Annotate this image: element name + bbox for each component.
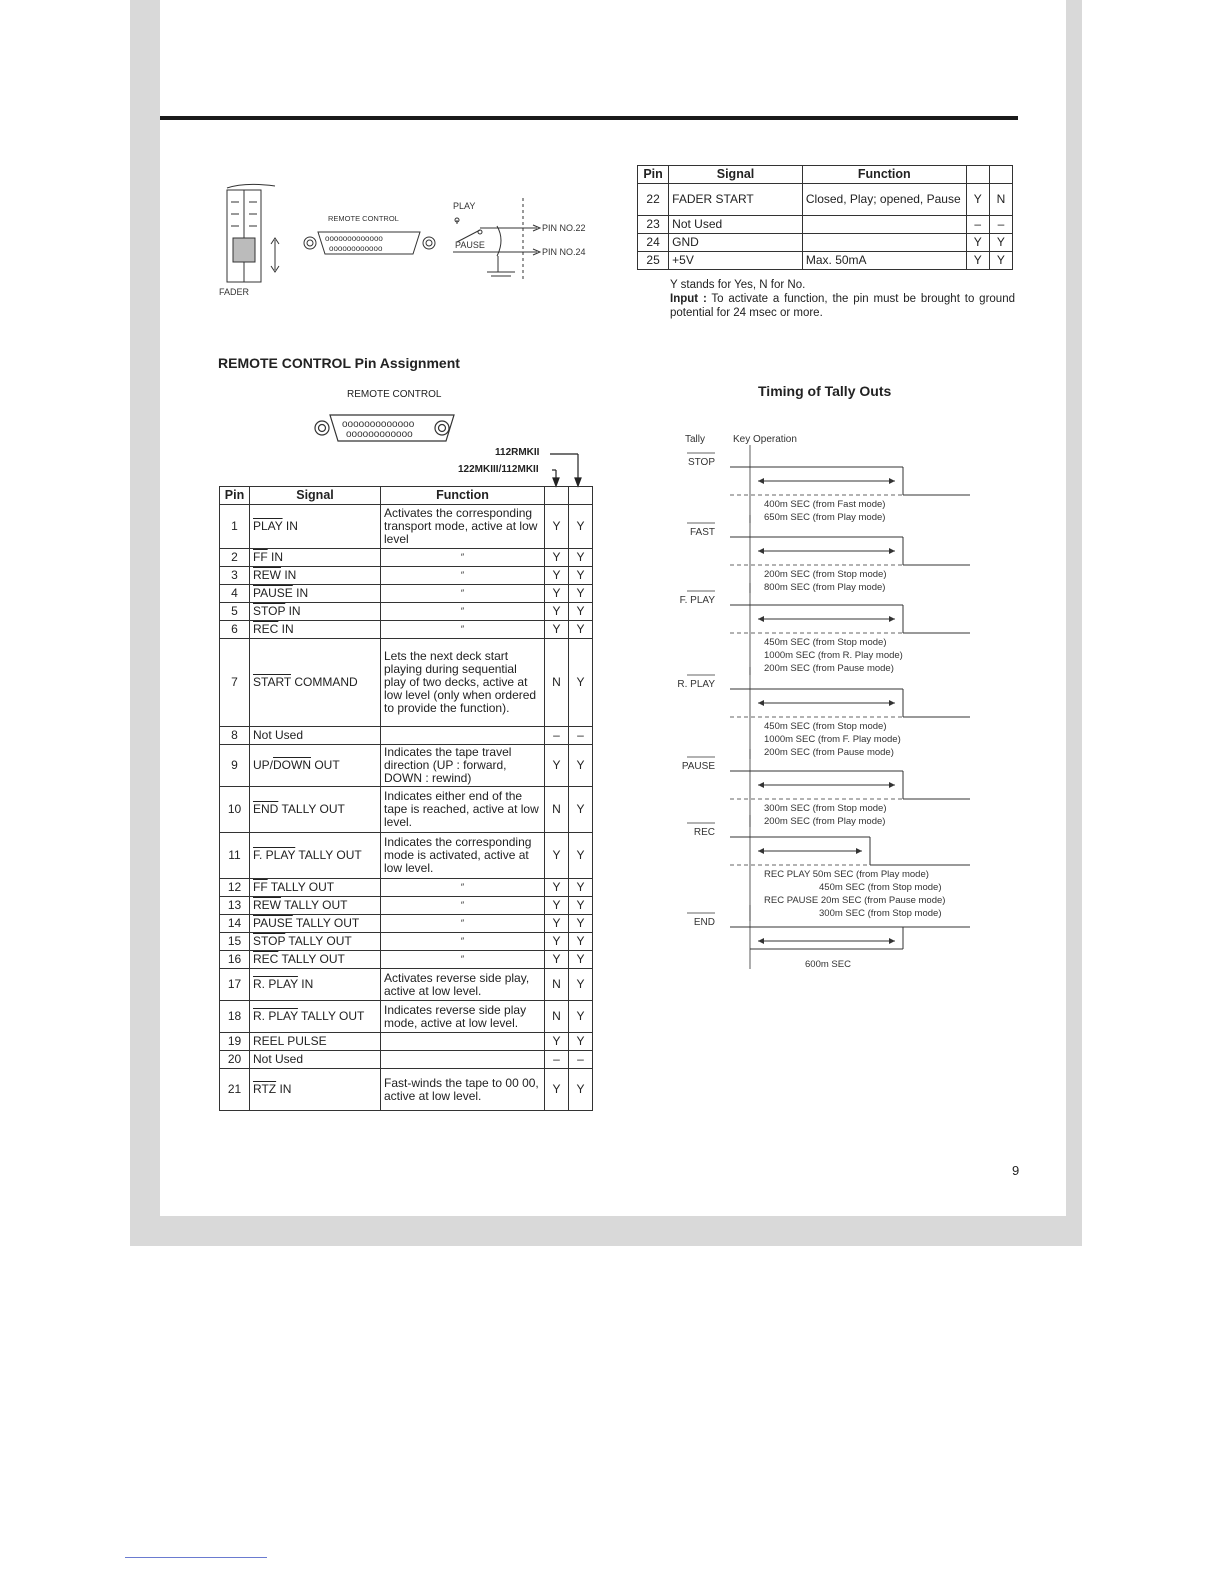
pin-number: 24 (638, 234, 669, 252)
availability-112rmkii: Y (569, 933, 593, 951)
pin-number: 17 (220, 969, 250, 1001)
svg-text:oooooooooooo: oooooooooooo (329, 244, 383, 253)
timing-diagram (660, 425, 980, 995)
table-row (220, 1033, 593, 1051)
availability-112rmkii: Y (989, 234, 1012, 252)
signal-name (250, 915, 381, 933)
availability-122mkiii: Y (545, 585, 569, 603)
availability-122mkiii: N (545, 969, 569, 1001)
availability-122mkiii: Y (545, 567, 569, 585)
signal-name (250, 833, 381, 879)
input-note-text: To activate a function, the pin must be brought to ground potential for 24 msec or more. (670, 293, 1015, 319)
scan-border-bottom (130, 1216, 1082, 1246)
function-description (381, 727, 545, 745)
signal-active-low: $\overline{FF}$ (253, 880, 268, 894)
availability-122mkiii: Y (545, 915, 569, 933)
availability-112rmkii: – (569, 1051, 593, 1069)
signal-name: +5V (669, 252, 803, 270)
signal-active-low: STOP (253, 934, 286, 948)
svg-text:oooooooooooo: oooooooooooo (346, 429, 413, 440)
availability-112rmkii: Y (569, 951, 593, 969)
pin-number: 22 (638, 184, 669, 216)
function-description: ″ (381, 933, 545, 951)
pin-number: 14 (220, 915, 250, 933)
pin24-label: PIN NO.24 (542, 247, 586, 257)
timing-col-tally: Tally (685, 434, 706, 445)
availability-112rmkii: Y (569, 1069, 593, 1111)
signal-suffix: COMMAND (291, 675, 358, 689)
timing-value: 300m SEC (from Stop mode) (764, 803, 887, 814)
availability-112rmkii: – (989, 216, 1012, 234)
signal-name (250, 897, 381, 915)
signal-name (250, 933, 381, 951)
timing-value: 450m SEC (from Stop mode) (764, 637, 887, 648)
availability-122mkiii: Y (966, 234, 989, 252)
availability-122mkiii: Y (545, 549, 569, 567)
availability-122mkiii: – (545, 1051, 569, 1069)
header-signal: Signal (250, 487, 381, 505)
signal-name (250, 745, 381, 787)
function-description (802, 234, 966, 252)
table-row (220, 639, 593, 727)
timing-value: 450m SEC (from Stop mode) (819, 882, 942, 893)
header-signal: Signal (669, 166, 803, 184)
timing-value: 600m SEC (805, 959, 851, 970)
signal-suffix: IN (278, 622, 294, 636)
timing-value: 200m SEC (from Stop mode) (764, 569, 887, 580)
header-pin: Pin (220, 487, 250, 505)
availability-122mkiii: Y (545, 833, 569, 879)
model-label-112rmkii: 112RMKII (495, 447, 540, 458)
availability-112rmkii: Y (569, 1001, 593, 1033)
scan-border-left (130, 0, 160, 1245)
pin-number: 12 (220, 879, 250, 897)
pin-assignment-table (219, 486, 593, 1111)
table-row (638, 252, 1013, 270)
table-row (220, 567, 593, 585)
timing-value: 300m SEC (from Stop mode) (819, 908, 942, 919)
timing-value: 400m SEC (from Fast mode) (764, 499, 886, 510)
signal-active-low: R. PLAY (253, 1009, 298, 1023)
arrow-head-left (758, 478, 764, 484)
pin-number: 23 (638, 216, 669, 234)
signal-active-low: PAUSE (253, 586, 293, 600)
pin-number: 7 (220, 639, 250, 727)
availability-122mkiii: Y (545, 505, 569, 549)
signal-suffix: TALLY OUT (295, 848, 362, 862)
header-function: Function (381, 487, 545, 505)
signal-active-low: R. PLAY (253, 977, 298, 991)
availability-122mkiii: Y (545, 1069, 569, 1111)
timing-row (687, 445, 970, 523)
tally-label: F. PLAY (679, 595, 715, 606)
function-description: Indicates reverse side play mode, active at low level. (381, 1001, 545, 1033)
function-description (381, 1051, 545, 1069)
function-description: Fast-winds the tape to 00 00, active at low level. (381, 1069, 545, 1111)
signal-suffix: TALLY OUT (292, 916, 360, 930)
arrow-head-left (758, 782, 764, 788)
availability-112rmkii: Y (569, 585, 593, 603)
function-description: Lets the next deck start playing during sequential play of two decks, active at low level (only when ordered to provide the function). (381, 639, 545, 727)
signal-name (250, 879, 381, 897)
function-description: ″ (381, 621, 545, 639)
arrow-head-right (889, 700, 895, 706)
availability-112rmkii: Y (569, 603, 593, 621)
header-function: Function (802, 166, 966, 184)
function-description: Max. 50mA (802, 252, 966, 270)
availability-122mkiii: Y (545, 603, 569, 621)
signal-active-low: PAUSE (253, 916, 293, 930)
arrow-head-left (758, 548, 764, 554)
availability-122mkiii: Y (545, 933, 569, 951)
timing-value: 450m SEC (from Stop mode) (764, 721, 887, 732)
signal-name (250, 1001, 381, 1033)
timing-value: 200m SEC (from Pause mode) (764, 747, 894, 758)
table-row (220, 787, 593, 833)
signal-suffix: TALLY OUT (278, 952, 345, 966)
scan-border-right (1066, 0, 1082, 1245)
svg-text:ooooooooooooo: ooooooooooooo (342, 419, 415, 430)
page-number: 9 (1012, 1163, 1020, 1178)
availability-122mkiii: N (545, 639, 569, 727)
signal-suffix: IN (292, 586, 309, 600)
function-description: ″ (381, 879, 545, 897)
availability-122mkiii: Y (545, 879, 569, 897)
remote-control-label: REMOTE CONTROL (347, 389, 442, 400)
signal-name (250, 567, 381, 585)
signal-active-low: $\overline{FF}$ (253, 550, 268, 564)
function-description: Indicates the tape travel direction (UP : forward, DOWN : rewind) (381, 745, 545, 787)
availability-112rmkii: N (989, 184, 1012, 216)
pin-number: 13 (220, 897, 250, 915)
pin-assignment-table-continued (637, 165, 1013, 270)
arrow-head-right (889, 938, 895, 944)
availability-112rmkii: Y (569, 879, 593, 897)
signal-active-low: $\overline{REW}$ (253, 898, 281, 912)
fader-wiring-diagram (215, 180, 605, 305)
arrow-head-right (889, 548, 895, 554)
function-description: Activates reverse side play, active at low level. (381, 969, 545, 1001)
availability-112rmkii: Y (569, 745, 593, 787)
availability-112rmkii: Y (569, 1033, 593, 1051)
function-description: Indicates the corresponding mode is activated, active at low level. (381, 833, 545, 879)
signal-suffix: IN (276, 1082, 292, 1096)
arrow-head-right (856, 848, 862, 854)
table-row (220, 621, 593, 639)
pin-number: 9 (220, 745, 250, 787)
availability-112rmkii: – (569, 727, 593, 745)
tally-label: END (693, 917, 715, 928)
availability-112rmkii: Y (569, 897, 593, 915)
pin-number: 10 (220, 787, 250, 833)
timing-row (687, 515, 970, 593)
signal-name (250, 1069, 381, 1111)
timing-title: Timing of Tally Outs (758, 383, 892, 399)
fader-label: FADER (219, 287, 250, 297)
availability-122mkiii: – (545, 727, 569, 745)
pin-number: 25 (638, 252, 669, 270)
header-rule (160, 116, 1018, 120)
function-description: Indicates either end of the tape is reached, active at low level. (381, 787, 545, 833)
signal-suffix: TALLY OUT (267, 880, 335, 894)
table-row (220, 933, 593, 951)
availability-122mkiii: Y (545, 621, 569, 639)
signal-suffix: TALLY OUT (278, 802, 345, 816)
signal-name (250, 603, 381, 621)
availability-112rmkii: Y (569, 787, 593, 833)
header-pin: Pin (638, 166, 669, 184)
pin-number: 16 (220, 951, 250, 969)
signal-active-low: $\overline{REC}$ (253, 952, 279, 966)
timing-value: 1000m SEC (from F. Play mode) (764, 734, 901, 745)
pin-number: 2 (220, 549, 250, 567)
function-description: ″ (381, 951, 545, 969)
pin-number: 5 (220, 603, 250, 621)
arrow-head-left (758, 700, 764, 706)
signal-prefix: UP/ (253, 758, 274, 772)
signal-name (250, 585, 381, 603)
model-arrows (550, 450, 585, 488)
arrow-head-right (889, 782, 895, 788)
pin-number: 8 (220, 727, 250, 745)
function-description: Closed, Play; opened, Pause (802, 184, 966, 216)
signal-name: Not Used (669, 216, 803, 234)
signal-active-low: $\overline{REC}$ (253, 622, 279, 636)
availability-122mkiii: Y (545, 745, 569, 787)
function-description: ″ (381, 897, 545, 915)
connector-label: REMOTE CONTROL (328, 214, 399, 223)
pin-number: 18 (220, 1001, 250, 1033)
signal-active-low: PLAY (253, 519, 283, 533)
timing-value: 1000m SEC (from R. Play mode) (764, 650, 903, 661)
bottom-link-line (125, 1557, 267, 1558)
signal-name (250, 621, 381, 639)
fader-illustration (227, 184, 279, 282)
input-note-label: Input : (670, 293, 707, 305)
table-row (220, 879, 593, 897)
table-row (220, 549, 593, 567)
timing-value: REC PLAY 50m SEC (from Play mode) (764, 869, 929, 880)
table-row (220, 505, 593, 549)
signal-suffix: Not Used (253, 1052, 304, 1066)
signal-name (250, 969, 381, 1001)
db25-connector-icon (304, 232, 435, 254)
signal-active-low: STOP (253, 604, 286, 618)
signal-suffix: IN (285, 604, 301, 618)
function-description: Activates the corresponding transport mode, active at low level (381, 505, 545, 549)
pin-number: 11 (220, 833, 250, 879)
model-label-122mkiii: 122MKIII/112MKII (458, 464, 539, 475)
timing-row (680, 583, 970, 675)
function-description: ″ (381, 549, 545, 567)
availability-122mkiii: Y (545, 1033, 569, 1051)
table-row (220, 603, 593, 621)
signal-name (250, 787, 381, 833)
function-description: ″ (381, 567, 545, 585)
section-title: REMOTE CONTROL Pin Assignment (218, 355, 460, 371)
pin-number: 4 (220, 585, 250, 603)
function-description: ″ (381, 915, 545, 933)
table-row (220, 727, 593, 745)
signal-suffix: TALLY OUT (281, 898, 348, 912)
timing-value: 800m SEC (from Play mode) (764, 582, 886, 593)
availability-112rmkii: Y (569, 915, 593, 933)
availability-112rmkii: Y (569, 621, 593, 639)
arrow-head-left (758, 848, 764, 854)
table-row (638, 184, 1013, 216)
signal-name (250, 727, 381, 745)
timing-value: 650m SEC (from Play mode) (764, 512, 886, 523)
availability-112rmkii: Y (569, 833, 593, 879)
signal-name: GND (669, 234, 803, 252)
timing-col-key: Key Operation (733, 434, 797, 445)
timing-row (687, 815, 970, 921)
signal-active-low: $\overline{END}$ (253, 802, 279, 816)
availability-122mkiii: Y (966, 184, 989, 216)
signal-suffix: IN (267, 550, 284, 564)
signal-suffix: TALLY OUT (297, 1009, 365, 1023)
table-row (220, 951, 593, 969)
signal-suffix: TALLY OUT (285, 934, 352, 948)
table-row (220, 1001, 593, 1033)
play-label: PLAY (453, 201, 476, 211)
input-note (670, 292, 1015, 320)
availability-112rmkii: Y (569, 639, 593, 727)
signal-name (250, 505, 381, 549)
availability-112rmkii: Y (569, 505, 593, 549)
function-description: ″ (381, 585, 545, 603)
function-description: ″ (381, 603, 545, 621)
arrow-head-left (758, 616, 764, 622)
signal-suffix: IN (282, 519, 298, 533)
pin22-label: PIN NO.22 (542, 223, 586, 233)
timing-value: 200m SEC (from Pause mode) (764, 663, 894, 674)
tally-label: FAST (689, 527, 715, 538)
svg-text:ooooooooooooo: ooooooooooooo (325, 234, 383, 243)
pin-number: 15 (220, 933, 250, 951)
arrow-head-right (889, 616, 895, 622)
availability-112rmkii: Y (569, 969, 593, 1001)
table-row (220, 969, 593, 1001)
availability-112rmkii: Y (989, 252, 1012, 270)
table-row (638, 216, 1013, 234)
pin-number: 6 (220, 621, 250, 639)
pin-number: 21 (220, 1069, 250, 1111)
timing-row (682, 749, 970, 827)
signal-suffix: REEL PULSE (253, 1034, 327, 1048)
pause-label: PAUSE (455, 240, 485, 250)
table-row (220, 1069, 593, 1111)
signal-name (250, 1051, 381, 1069)
availability-122mkiii: Y (545, 897, 569, 915)
table-row (638, 234, 1013, 252)
notes (670, 278, 1015, 320)
availability-122mkiii: – (966, 216, 989, 234)
table-row (220, 1051, 593, 1069)
signal-suffix: IN (281, 568, 297, 582)
signal-suffix: OUT (311, 758, 340, 772)
signal-suffix: IN (297, 977, 314, 991)
pin-number: 1 (220, 505, 250, 549)
availability-122mkiii: Y (966, 252, 989, 270)
table-row (220, 585, 593, 603)
timing-value: 200m SEC (from Play mode) (764, 816, 886, 827)
signal-active-low: $\overline{RTZ}$ (253, 1082, 277, 1096)
signal-name: FADER START (669, 184, 803, 216)
pin-number: 19 (220, 1033, 250, 1051)
timing-value: REC PAUSE 20m SEC (from Pause mode) (764, 895, 946, 906)
table-row (220, 745, 593, 787)
tally-label: PAUSE (681, 761, 715, 772)
remote-connector-icon (310, 405, 460, 450)
table-row (220, 915, 593, 933)
table-row (220, 833, 593, 879)
signal-name (250, 951, 381, 969)
table-row (220, 897, 593, 915)
tally-label: R. PLAY (677, 679, 715, 690)
arrow-head-right (889, 478, 895, 484)
availability-122mkiii: N (545, 1001, 569, 1033)
signal-suffix: Not Used (253, 728, 304, 742)
signal-name (250, 1033, 381, 1051)
availability-122mkiii: N (545, 787, 569, 833)
arrow-head-left (758, 938, 764, 944)
function-description (381, 1033, 545, 1051)
yn-note: Y stands for Yes, N for No. (670, 279, 806, 291)
tally-label: REC (693, 827, 715, 838)
availability-122mkiii: Y (545, 951, 569, 969)
availability-112rmkii: Y (569, 549, 593, 567)
signal-active-low: DOWN (273, 758, 312, 772)
signal-name (250, 639, 381, 727)
signal-active-low: START (253, 675, 292, 689)
availability-112rmkii: Y (569, 567, 593, 585)
timing-row (677, 667, 970, 759)
pin-number: 3 (220, 567, 250, 585)
signal-active-low: F. PLAY (253, 848, 296, 862)
tally-label: STOP (687, 457, 715, 468)
signal-name (250, 549, 381, 567)
pin-number: 20 (220, 1051, 250, 1069)
signal-active-low: $\overline{REW}$ (253, 568, 281, 582)
function-description (802, 216, 966, 234)
